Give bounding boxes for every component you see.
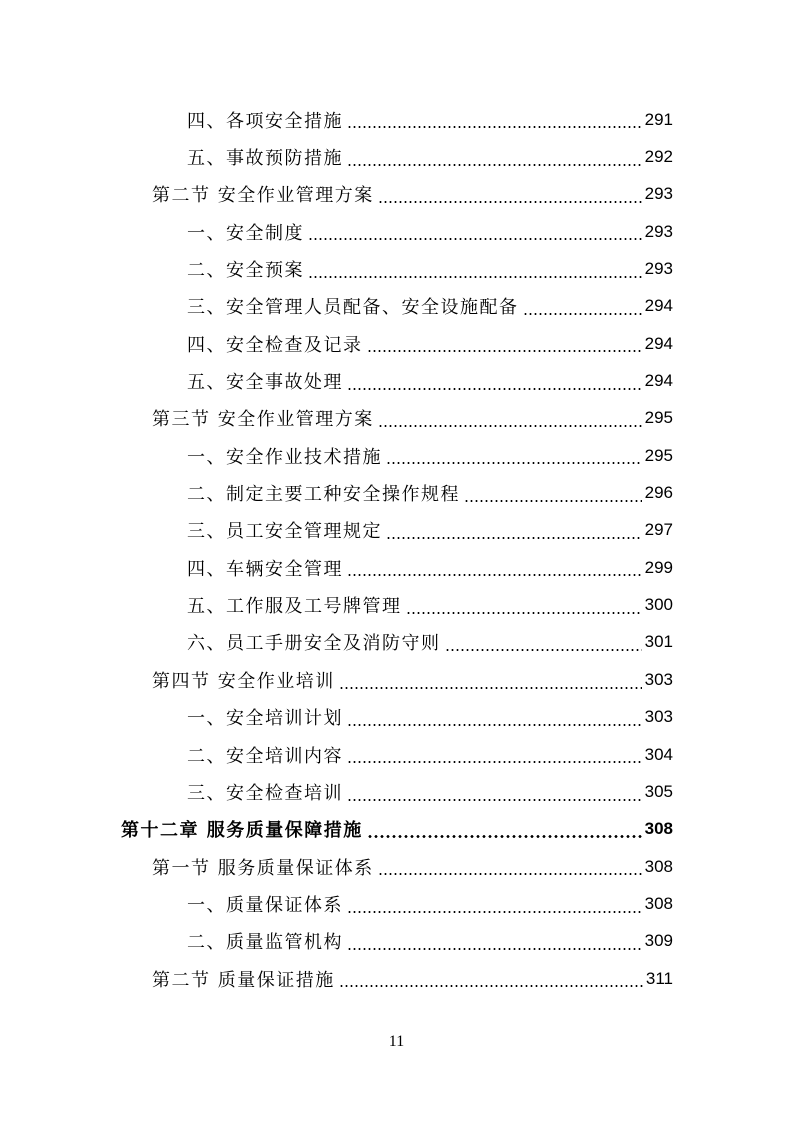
toc-entry-title: 二、安全培训内容 — [187, 745, 343, 767]
toc-entry-item[interactable] — [0, 699, 793, 736]
toc-dot-leader — [347, 126, 642, 128]
toc-dot-leader — [386, 462, 642, 464]
toc-dot-leader — [347, 388, 642, 390]
toc-dot-leader — [347, 724, 642, 726]
toc-entry-page-number: 311 — [645, 968, 673, 988]
toc-dot-leader — [339, 985, 643, 987]
toc-entry-page-number: 295 — [644, 445, 673, 465]
toc-entry-page-number: 293 — [644, 221, 673, 241]
toc-entry-page-number: 303 — [644, 707, 673, 727]
toc-entry-page-number: 294 — [644, 296, 673, 316]
toc-entry-title: 二、安全预案 — [187, 260, 304, 282]
toc-entry-page-number: 305 — [644, 781, 673, 801]
toc-entry-page-number: 300 — [644, 595, 673, 615]
toc-entry-page-number: 308 — [644, 893, 673, 913]
toc-entry-page-number: 301 — [644, 632, 673, 652]
toc-entry-page-number: 309 — [644, 931, 673, 951]
toc-entry-item[interactable] — [0, 624, 793, 661]
toc-entry-item[interactable] — [0, 512, 793, 549]
toc-entry-page-number: 293 — [644, 259, 673, 279]
toc-entry-section[interactable] — [0, 661, 793, 698]
toc-entry-page-number: 304 — [644, 744, 673, 764]
toc-dot-leader — [347, 574, 642, 576]
toc-dot-leader — [406, 612, 642, 614]
toc-entry-page-number: 292 — [644, 147, 673, 167]
toc-entry-item[interactable] — [0, 474, 793, 511]
toc-dot-leader — [347, 911, 642, 913]
toc-entry-section[interactable] — [0, 176, 793, 213]
toc-entry-title: 一、安全制度 — [187, 222, 304, 244]
toc-dot-leader — [386, 537, 642, 539]
toc-entry-title: 第一节 服务质量保证体系 — [152, 857, 374, 879]
toc-dot-leader — [347, 799, 642, 801]
toc-entry-item[interactable] — [0, 773, 793, 810]
toc-dot-leader — [347, 948, 642, 950]
toc-dot-leader — [308, 276, 642, 278]
toc-entry-chapter[interactable] — [0, 811, 793, 848]
page-number: 11 — [388, 1033, 405, 1050]
toc-entry-title: 六、员工手册安全及消防守则 — [187, 633, 441, 655]
toc-entry-item[interactable] — [0, 923, 793, 960]
toc-entry-title: 三、安全管理人员配备、安全设施配备 — [187, 297, 519, 319]
toc-entry-page-number: 308 — [644, 819, 673, 839]
toc-entry-item[interactable] — [0, 586, 793, 623]
toc-entry-title: 四、安全检查及记录 — [187, 334, 363, 356]
toc-entry-title: 第二节 安全作业管理方案 — [152, 185, 374, 207]
toc-entry-title: 三、安全检查培训 — [187, 782, 343, 804]
toc-entry-section[interactable] — [0, 848, 793, 885]
toc-entry-item[interactable] — [0, 437, 793, 474]
toc-entry-title: 二、制定主要工种安全操作规程 — [187, 484, 460, 506]
toc-dot-leader — [308, 238, 642, 240]
toc-entry-page-number: 303 — [644, 669, 673, 689]
toc-dot-leader — [378, 201, 642, 203]
toc-dot-leader — [367, 350, 642, 352]
toc-entry-item[interactable] — [0, 325, 793, 362]
toc-entry-title: 四、各项安全措施 — [187, 110, 343, 132]
toc-entry-title: 第二节 质量保证措施 — [152, 969, 335, 991]
toc-entry-title: 第三节 安全作业管理方案 — [152, 409, 374, 431]
toc-entry-page-number: 296 — [644, 483, 673, 503]
toc-entry-title: 四、车辆安全管理 — [187, 558, 343, 580]
toc-dot-leader — [378, 873, 642, 875]
toc-entry-item[interactable] — [0, 250, 793, 287]
toc-entry-title: 第四节 安全作业培训 — [152, 670, 335, 692]
toc-dot-leader — [347, 164, 642, 166]
toc-entry-page-number: 299 — [644, 557, 673, 577]
toc-dot-leader — [445, 649, 642, 651]
table-of-contents — [0, 101, 793, 997]
toc-entry-item[interactable] — [0, 101, 793, 138]
toc-entry-section[interactable] — [0, 960, 793, 997]
toc-entry-page-number: 294 — [644, 371, 673, 391]
toc-entry-title: 二、质量监管机构 — [187, 932, 343, 954]
toc-entry-page-number: 297 — [644, 520, 673, 540]
toc-entry-page-number: 291 — [644, 109, 673, 129]
toc-entry-item[interactable] — [0, 885, 793, 922]
toc-entry-page-number: 293 — [644, 184, 673, 204]
toc-entry-section[interactable] — [0, 400, 793, 437]
toc-entry-title: 三、员工安全管理规定 — [187, 521, 382, 543]
toc-entry-item[interactable] — [0, 288, 793, 325]
toc-entry-title: 第十二章 服务质量保障措施 — [121, 820, 363, 842]
toc-entry-item[interactable] — [0, 138, 793, 175]
toc-entry-page-number: 295 — [644, 408, 673, 428]
toc-entry-title: 五、安全事故处理 — [187, 372, 343, 394]
toc-entry-item[interactable] — [0, 549, 793, 586]
toc-entry-title: 一、安全培训计划 — [187, 708, 343, 730]
toc-entry-item[interactable] — [0, 213, 793, 250]
toc-entry-title: 五、工作服及工号牌管理 — [187, 596, 402, 618]
toc-dot-leader — [523, 313, 642, 315]
toc-entry-title: 一、安全作业技术措施 — [187, 446, 382, 468]
toc-entry-item[interactable] — [0, 736, 793, 773]
toc-entry-title: 一、质量保证体系 — [187, 894, 343, 916]
toc-dot-leader — [347, 761, 642, 763]
toc-entry-page-number: 294 — [644, 333, 673, 353]
toc-dot-leader — [464, 500, 642, 502]
toc-dot-leader — [367, 835, 642, 838]
toc-dot-leader — [339, 687, 642, 689]
toc-entry-title: 五、事故预防措施 — [187, 148, 343, 170]
toc-dot-leader — [378, 425, 642, 427]
toc-entry-item[interactable] — [0, 362, 793, 399]
toc-entry-page-number: 308 — [644, 856, 673, 876]
